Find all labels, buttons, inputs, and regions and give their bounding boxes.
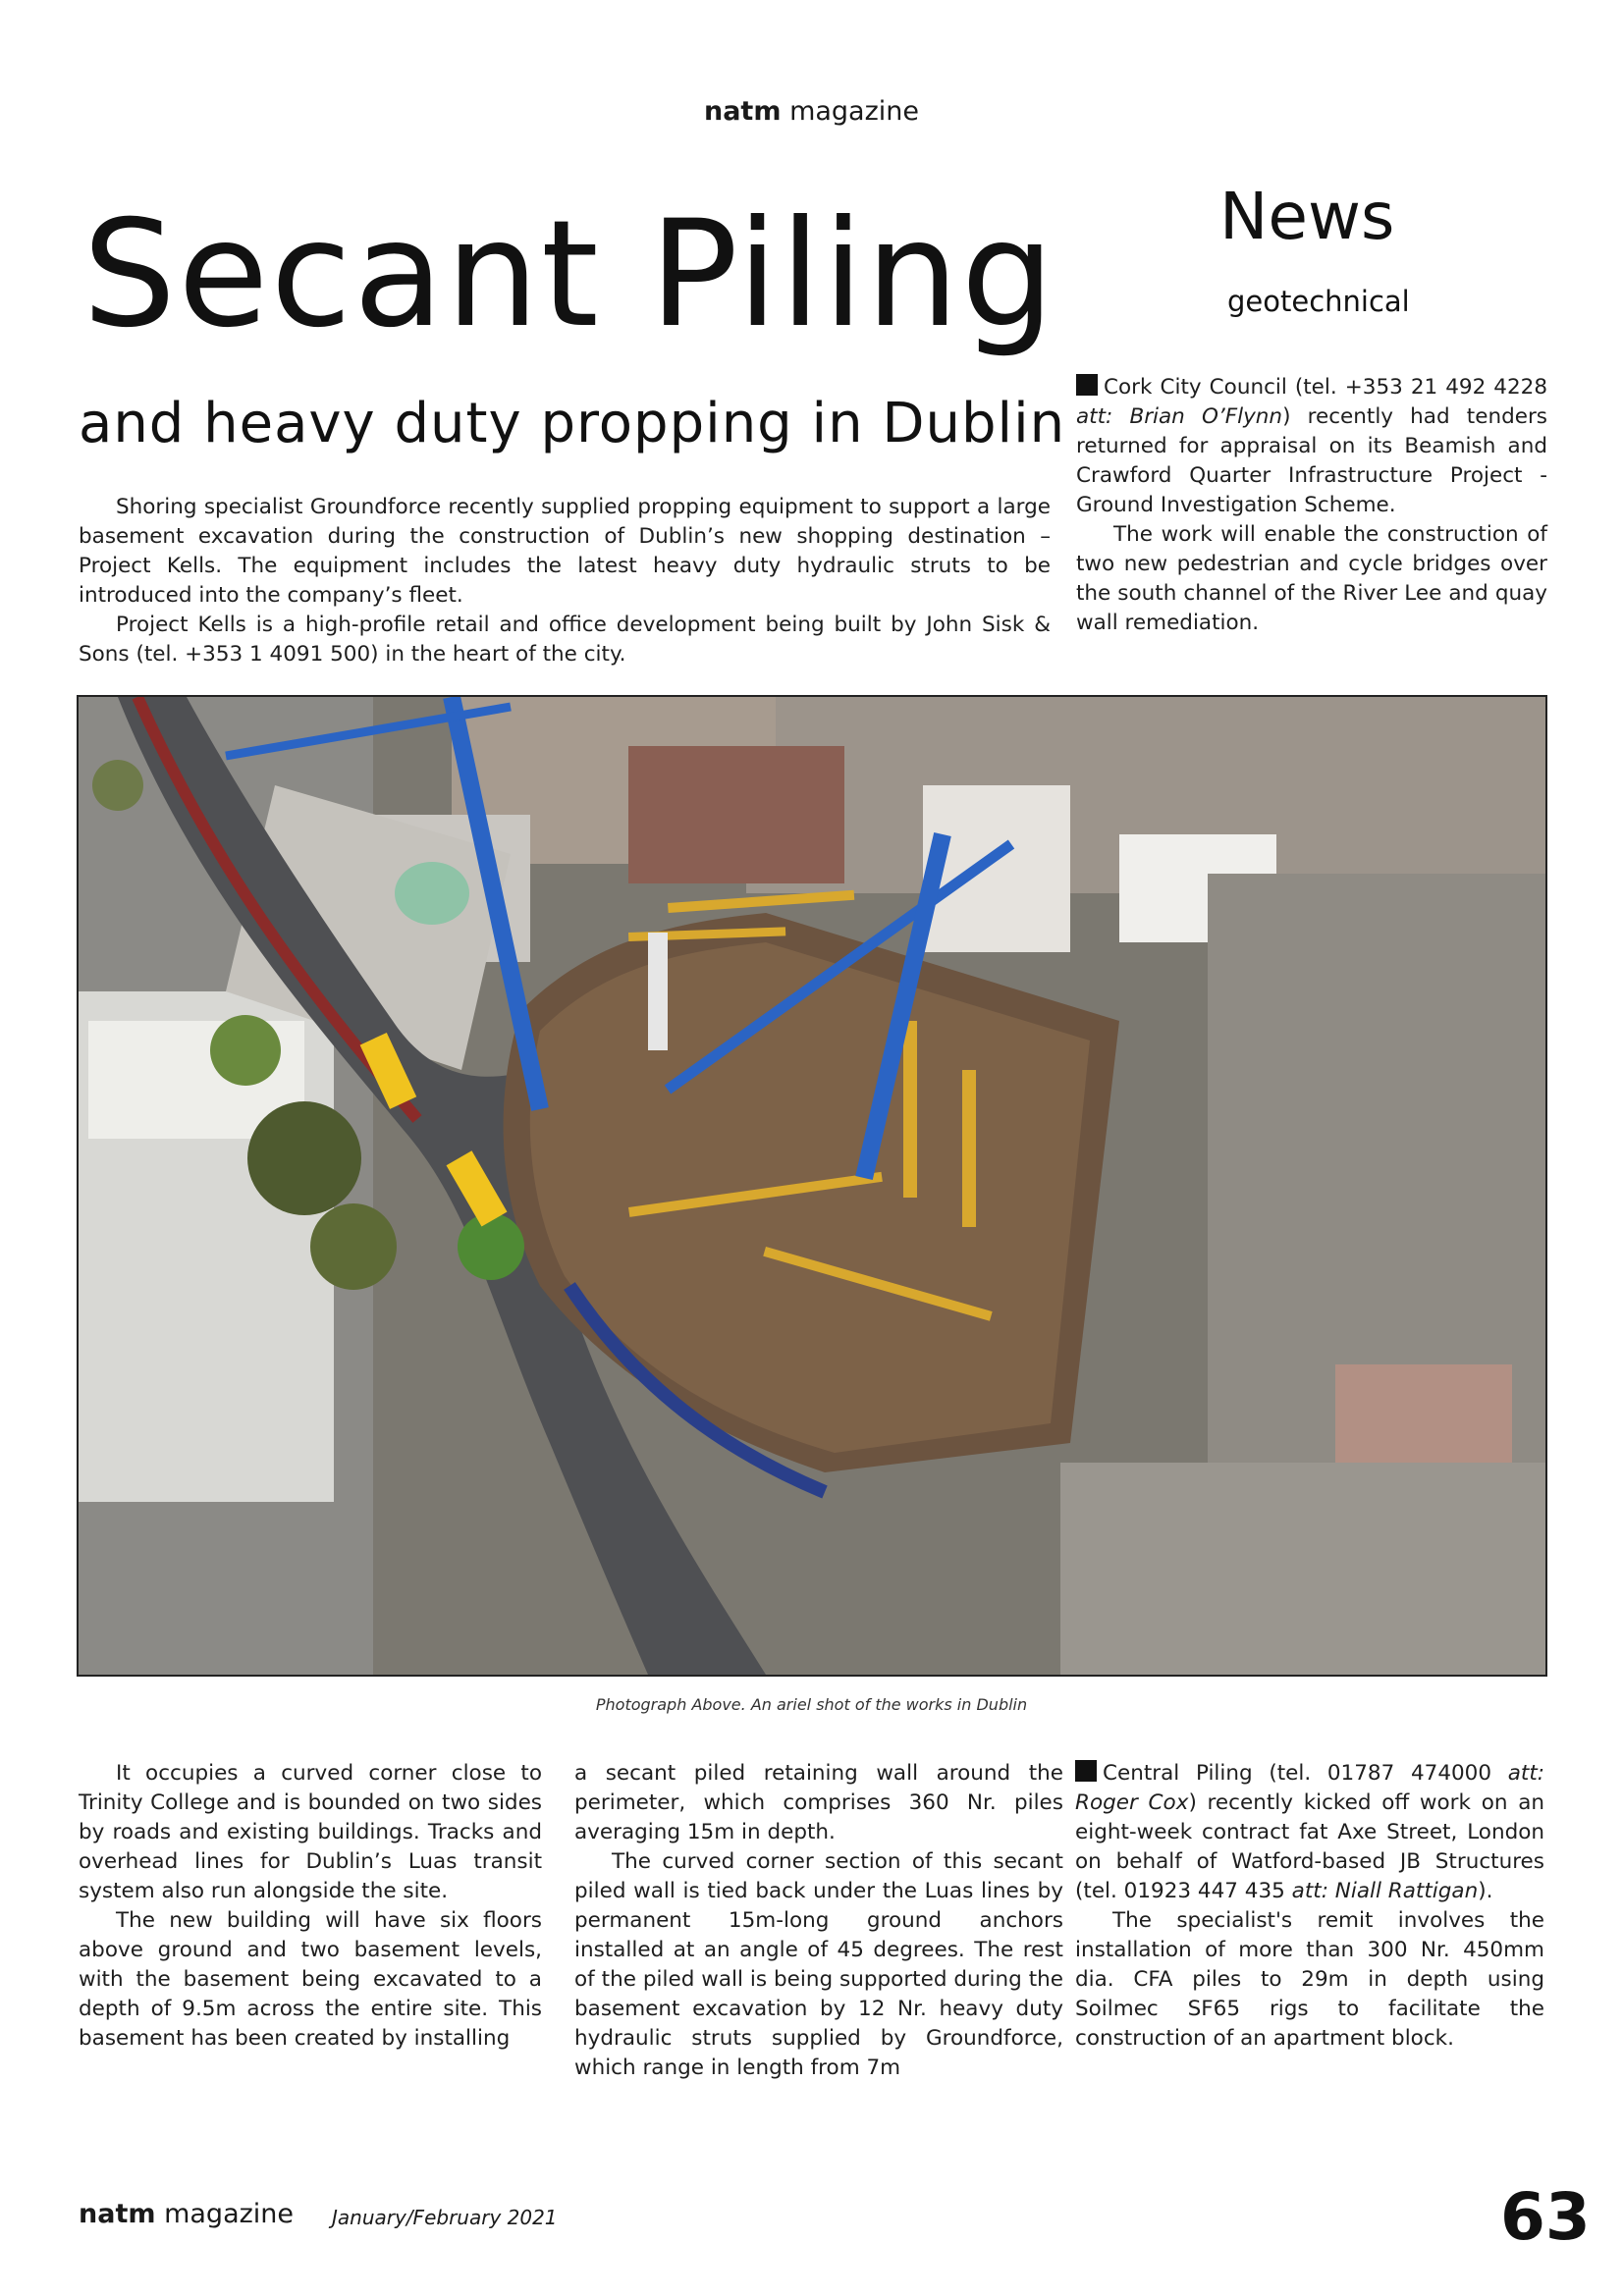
aerial-photo-illustration <box>79 697 1545 1675</box>
news-item-cork-paragraph-2: The work will enable the construction of two new pedestrian and cycle bridges over the south channel of the River Lee and quay wall remediation. <box>1076 522 1547 635</box>
bullet-square-icon <box>1076 374 1098 396</box>
news-item-cork-contact: att: Brian O’Flynn <box>1076 404 1283 429</box>
intro-text <box>79 493 1051 669</box>
masthead-brand: natm <box>703 96 782 127</box>
masthead-word: magazine <box>789 96 919 127</box>
news-item-central-piling-end: ). <box>1478 1879 1493 1903</box>
news-item-cork-paragraph-1 <box>1076 373 1547 520</box>
intro-paragraph-2: Project Kells is a high-profile retail and office development being built by John Sisk & Sons (tel. +353 1 4091 500) in the heart of the city. <box>79 613 1051 667</box>
intro-paragraph-1: Shoring specialist Groundforce recently supplied propping equipment to support a large basement excavation during the construction of Dublin’s new shopping destination – Project Kells. The equipment includes the latest heavy duty hydraulic struts to be introduced into the company’s fleet. <box>79 495 1051 608</box>
issue-date: January/February 2021 <box>332 2206 558 2229</box>
news-item-cork-rest: ) recently had tenders returned for appraisal on its Beamish and Crawford Quarter Infrastructure Project - Ground Investigation Scheme. <box>1076 404 1548 517</box>
news-item-central-piling <box>1075 1759 1544 2054</box>
photo-caption: Photograph Above. An ariel shot of the works in Dublin <box>595 1695 1028 1714</box>
news-item-cork <box>1076 373 1547 638</box>
bullet-square-icon <box>1075 1760 1097 1782</box>
news-item-central-piling-lead: Central Piling (tel. 01787 474000 <box>1103 1761 1508 1786</box>
news-item-central-piling-paragraph-1 <box>1075 1759 1544 1906</box>
news-item-central-piling-contact-1: att: Roger Cox <box>1075 1761 1544 1815</box>
news-item-cork-lead: Cork City Council (tel. +353 21 492 4228 <box>1104 375 1547 400</box>
column-1-paragraph-2: The new building will have six floors above ground and two basement levels, with the basement being excavated to a depth of 9.5m across the entire site. This basement has been created by installing <box>79 1908 542 2051</box>
subheadline: and heavy duty propping in Dublin <box>79 392 1066 455</box>
page-number: 63 <box>1500 2179 1591 2255</box>
column-2-paragraph-1: a secant piled retaining wall around the perimeter, which comprises 360 Nr. piles averaging 15m in depth. <box>574 1761 1063 1844</box>
footer-brand: natm <box>79 2199 156 2229</box>
body-column-1 <box>79 1759 542 2054</box>
news-item-central-piling-paragraph-2: The specialist's remit involves the installation of more than 300 Nr. 450mm dia. CFA piles to 29m in depth using Soilmec SF65 rigs to facilitate the construction of an apartment block. <box>1075 1908 1544 2051</box>
news-item-central-piling-contact-2: att: Niall Rattigan <box>1291 1879 1479 1903</box>
section-title: News <box>1219 179 1395 254</box>
masthead <box>0 96 1623 127</box>
column-1-paragraph-1: It occupies a curved corner close to Trinity College and is bounded on two sides by roads and existing buildings. Tracks and overhead lines for Dublin’s Luas transit system also run alongside the site. <box>79 1761 542 1903</box>
footer-word: magazine <box>164 2199 295 2229</box>
news-item-central-piling-middle: ) recently kicked off work on an eight-week contract fat Axe Street, London on behalf of Watford-based JB Structures (tel. 01923 447 435 <box>1075 1790 1545 1903</box>
body-column-2 <box>574 1759 1063 2083</box>
section-subtitle: geotechnical <box>1227 285 1410 318</box>
aerial-photo <box>77 695 1547 1677</box>
column-2-paragraph-2: The curved corner section of this secant piled wall is tied back under the Luas lines by permanent 15m-long ground anchors installed at an angle of 45 degrees. The rest of the piled wall is being supported during the basement excavation by 12 Nr. heavy duty hydraulic struts supplied by Groundforce, which range in length from 7m <box>574 1849 1063 2080</box>
headline: Secant Piling <box>82 189 1056 360</box>
footer-masthead <box>79 2199 294 2229</box>
